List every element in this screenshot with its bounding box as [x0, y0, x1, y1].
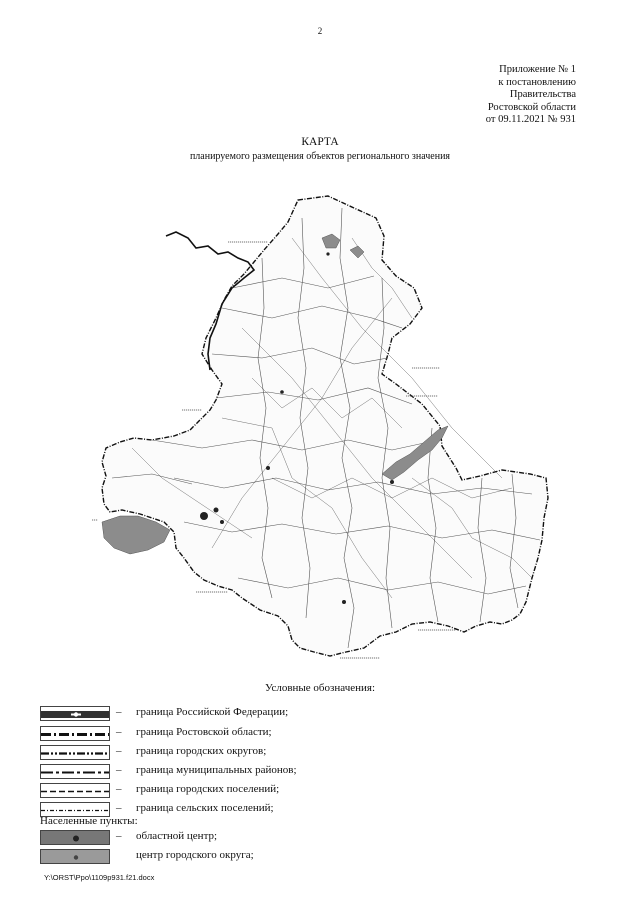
appendix-block: [416, 64, 576, 127]
legend-row: [40, 783, 460, 799]
legend-dash: –: [116, 830, 122, 842]
region-boundary: [102, 196, 548, 656]
legend-swatch: [40, 726, 110, 741]
legend-dash: –: [116, 745, 122, 757]
legend-row: [40, 706, 460, 722]
legend-dash: –: [116, 783, 122, 795]
legend-label: граница муниципальных районов;: [136, 764, 297, 776]
legend-swatch: [40, 849, 110, 864]
legend-swatch: [40, 745, 110, 760]
appendix-line: Ростовской области: [487, 101, 576, 113]
appendix-line: Правительства: [509, 89, 576, 101]
legend-swatch: [40, 764, 110, 779]
legend-row: [40, 849, 460, 865]
legend-title: Условные обозначения:: [264, 682, 376, 694]
sea-gulf-shape: [102, 516, 170, 554]
settlements-heading: Населенные пункты:: [40, 815, 138, 827]
map-subtitle: планируемого размещения объектов регионального значения: [189, 151, 451, 162]
legend-label: граница Российской Федерации;: [136, 706, 289, 718]
legend-row: [40, 830, 460, 846]
legend-row: [40, 764, 460, 780]
legend-dash: –: [116, 802, 122, 814]
legend-dash: –: [116, 764, 122, 776]
appendix-line: от 09.11.2021 № 931: [485, 114, 576, 126]
appendix-line: Приложение № 1: [499, 64, 576, 75]
legend-label: граница городских округов;: [136, 745, 267, 757]
page-number: 2: [317, 26, 323, 36]
legend-swatch: [40, 706, 110, 721]
legend-swatch: [40, 783, 110, 798]
legend-row: [40, 726, 460, 742]
region-map: [92, 178, 564, 668]
map-title: КАРТА: [301, 136, 339, 148]
appendix-line: к постановлению: [498, 76, 576, 88]
legend-label: областной центр;: [136, 830, 218, 842]
legend-swatch: [40, 830, 110, 845]
legend-row: [40, 745, 460, 761]
legend-label: граница Ростовской области;: [136, 726, 272, 738]
legend-dash: –: [116, 706, 122, 718]
legend-label: граница сельских поселений;: [136, 802, 274, 814]
file-path-footer: Y:\ORST\Ppo\1109p931.f21.docx: [44, 873, 155, 882]
legend-label: центр городского округа;: [136, 849, 254, 861]
legend-dash: –: [116, 726, 122, 738]
legend-label: граница городских поселений;: [136, 783, 280, 795]
